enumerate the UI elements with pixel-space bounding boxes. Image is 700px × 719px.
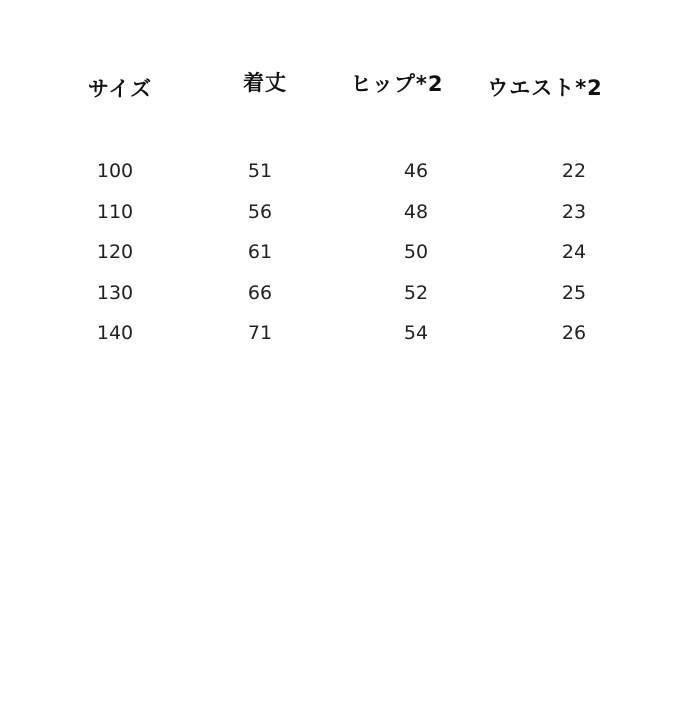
cell-length: 56 [247,201,273,223]
cell-waist: 25 [561,282,587,304]
header-size: サイズ [87,77,153,101]
cell-size: 110 [96,201,134,223]
cell-hip: 54 [403,322,429,344]
cell-size: 100 [96,160,134,182]
header-hip: ヒップ*2 [350,72,444,96]
cell-waist: 24 [561,241,587,263]
cell-length: 51 [247,160,273,182]
cell-length: 66 [247,282,273,304]
cell-hip: 46 [403,160,429,182]
cell-size: 120 [96,241,134,263]
header-waist: ウエスト*2 [487,76,603,100]
cell-hip: 52 [403,282,429,304]
cell-waist: 26 [561,322,587,344]
cell-size: 130 [96,282,134,304]
cell-waist: 22 [561,160,587,182]
cell-hip: 50 [403,241,429,263]
cell-size: 140 [96,322,134,344]
cell-hip: 48 [403,201,429,223]
cell-waist: 23 [561,201,587,223]
header-length: 着丈 [243,71,287,95]
cell-length: 71 [247,322,273,344]
cell-length: 61 [247,241,273,263]
